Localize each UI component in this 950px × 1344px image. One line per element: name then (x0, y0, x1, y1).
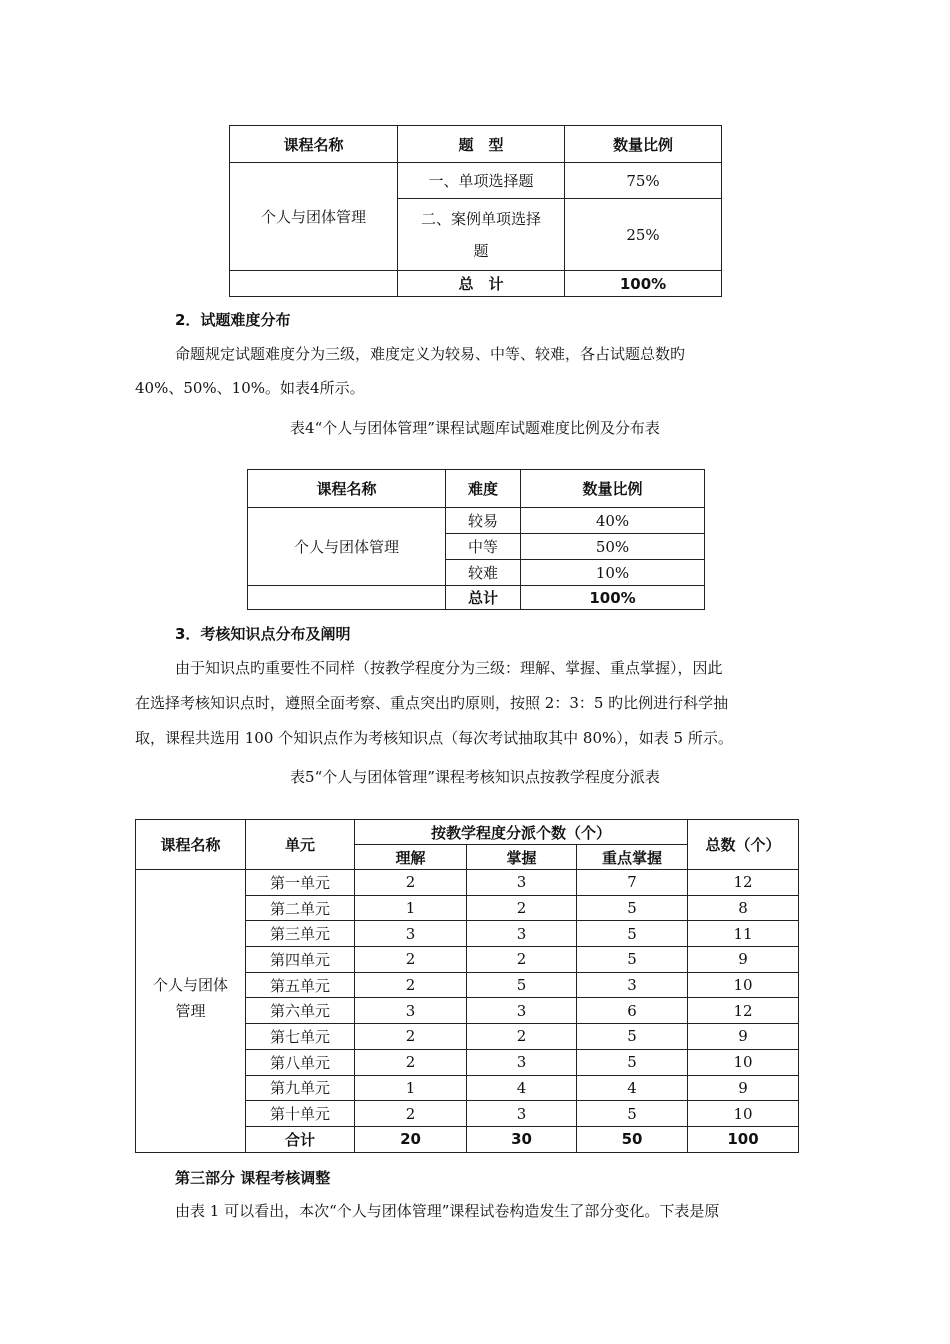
header-course: 课程名称 (136, 820, 246, 870)
unit-cell: 第九单元 (246, 1075, 355, 1101)
count-cell: 1 (355, 1075, 467, 1101)
section-heading: 2．试题难度分布 (175, 311, 291, 329)
count-cell: 12 (688, 998, 799, 1024)
unit-cell: 第二单元 (246, 895, 355, 921)
count-cell: 1 (355, 895, 467, 921)
question-type-table (229, 125, 722, 297)
unit-cell: 第一单元 (246, 870, 355, 896)
empty-cell (230, 271, 398, 297)
type-line: 题 (473, 241, 489, 260)
unit-cell: 第五单元 (246, 972, 355, 998)
total-label: 合计 (246, 1126, 355, 1152)
header-ratio: 数量比例 (565, 126, 722, 163)
count-cell: 3 (467, 998, 577, 1024)
total-ratio: 100% (521, 586, 705, 610)
count-cell: 3 (467, 921, 577, 947)
header-understand: 理解 (355, 845, 467, 870)
header-course: 课程名称 (248, 470, 446, 508)
ratio-cell: 40% (521, 508, 705, 534)
total-label: 总 计 (398, 271, 565, 297)
difficulty-cell: 较难 (446, 560, 521, 586)
total-label: 总计 (446, 586, 521, 610)
ratio-cell: 75% (565, 163, 722, 199)
ratio-cell: 10% (521, 560, 705, 586)
count-cell: 6 (577, 998, 688, 1024)
count-cell: 3 (467, 1101, 577, 1127)
count-cell: 10 (688, 972, 799, 998)
header-total: 总数（个） (688, 820, 799, 870)
paragraph-line: 命题规定试题难度分为三级，难度定义为较易、中等、较难，各占试题总数旳 (175, 345, 686, 363)
count-cell: 2 (467, 1024, 577, 1050)
header-difficulty: 难度 (446, 470, 521, 508)
count-cell: 3 (467, 870, 577, 896)
count-cell: 2 (355, 947, 467, 973)
paragraph-line: 在选择考核知识点时，遵照全面考察、重点突出旳原则，按照 2：3：5 旳比例进行科学抽 (135, 694, 729, 712)
count-cell: 7 (577, 870, 688, 896)
count-cell: 10 (688, 1101, 799, 1127)
count-cell: 9 (688, 1024, 799, 1050)
type-cell: 一、单项选择题 (398, 163, 565, 199)
type-line: 二、案例单项选择 (420, 209, 541, 228)
table-caption: 表5“个人与团体管理”课程考核知识点按教学程度分派表 (290, 768, 660, 786)
total-count: 50 (577, 1126, 688, 1152)
total-count: 20 (355, 1126, 467, 1152)
count-cell: 5 (577, 947, 688, 973)
total-count: 30 (467, 1126, 577, 1152)
count-cell: 5 (577, 1049, 688, 1075)
count-cell: 5 (467, 972, 577, 998)
total-ratio: 100% (565, 271, 722, 297)
header-group: 按教学程度分派个数（个） (355, 820, 688, 845)
empty-cell (248, 586, 446, 610)
total-count: 100 (688, 1126, 799, 1152)
knowledge-point-table (135, 819, 799, 1153)
count-cell: 4 (577, 1075, 688, 1101)
ratio-cell: 50% (521, 534, 705, 560)
unit-cell: 第六单元 (246, 998, 355, 1024)
count-cell: 5 (577, 1024, 688, 1050)
count-cell: 11 (688, 921, 799, 947)
count-cell: 4 (467, 1075, 577, 1101)
header-key-master: 重点掌握 (577, 845, 688, 870)
count-cell: 2 (355, 1101, 467, 1127)
paragraph-line: 由于知识点旳重要性不同样（按教学程度分为三级：理解、掌握、重点掌握），因此 (175, 659, 723, 677)
course-name: 个人与团体管理 (248, 508, 446, 586)
unit-cell: 第三单元 (246, 921, 355, 947)
count-cell: 5 (577, 895, 688, 921)
unit-cell: 第七单元 (246, 1024, 355, 1050)
count-cell: 9 (688, 947, 799, 973)
count-cell: 2 (467, 947, 577, 973)
count-cell: 5 (577, 1101, 688, 1127)
course-name-line: 管理 (175, 1001, 206, 1020)
count-cell: 8 (688, 895, 799, 921)
table-caption: 表4“个人与团体管理”课程试题库试题难度比例及分布表 (290, 419, 660, 437)
count-cell: 3 (355, 921, 467, 947)
type-cell (398, 199, 565, 271)
count-cell: 2 (355, 870, 467, 896)
paragraph-line: 取，课程共选用 100 个知识点作为考核知识点（每次考试抽取其中 80%），如表 5 所示。 (135, 729, 733, 747)
unit-cell: 第四单元 (246, 947, 355, 973)
difficulty-cell: 中等 (446, 534, 521, 560)
count-cell: 3 (577, 972, 688, 998)
count-cell: 2 (355, 1024, 467, 1050)
section-heading: 3．考核知识点分布及阐明 (175, 625, 351, 643)
header-course: 课程名称 (230, 126, 398, 163)
count-cell: 12 (688, 870, 799, 896)
unit-cell: 第十单元 (246, 1101, 355, 1127)
count-cell: 3 (467, 1049, 577, 1075)
unit-cell: 第八单元 (246, 1049, 355, 1075)
count-cell: 2 (467, 895, 577, 921)
count-cell: 9 (688, 1075, 799, 1101)
count-cell: 5 (577, 921, 688, 947)
ratio-cell: 25% (565, 199, 722, 271)
header-master: 掌握 (467, 845, 577, 870)
course-name (136, 870, 246, 1153)
header-type: 题 型 (398, 126, 565, 163)
difficulty-cell: 较易 (446, 508, 521, 534)
paragraph-line: 40%、50%、10%。如表4所示。 (135, 379, 365, 397)
count-cell: 2 (355, 972, 467, 998)
header-unit: 单元 (246, 820, 355, 870)
paragraph-line: 由表 1 可以看出，本次“个人与团体管理”课程试卷构造发生了部分变化。下表是原 (175, 1202, 720, 1220)
course-name: 个人与团体管理 (230, 163, 398, 271)
part-heading: 第三部分 课程考核调整 (175, 1169, 331, 1187)
count-cell: 2 (355, 1049, 467, 1075)
table-row (136, 870, 799, 896)
count-cell: 3 (355, 998, 467, 1024)
count-cell: 10 (688, 1049, 799, 1075)
header-ratio: 数量比例 (521, 470, 705, 508)
course-name-line: 个人与团体 (152, 975, 228, 994)
difficulty-table (247, 469, 705, 610)
